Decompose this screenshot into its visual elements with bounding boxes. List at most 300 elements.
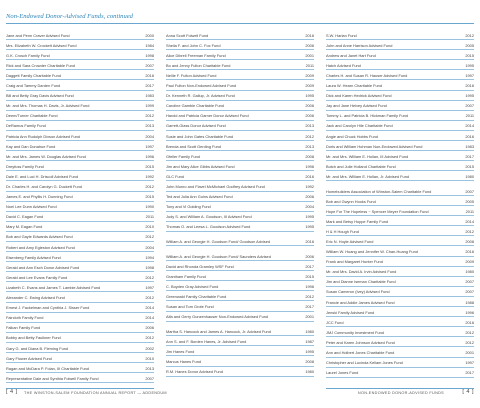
- fund-name: Mrs. Elizabeth W. Crockett Advised Fund: [6, 42, 77, 48]
- fund-year: 2004: [305, 204, 314, 210]
- fund-name: Mr. and Mrs. David A. Irvin Advised Fund: [326, 269, 397, 275]
- fund-name: Thomas O. and Leesa L. Goodson Advised Fund: [166, 224, 251, 230]
- fund-name: Ernest J. Fackelman and Cynthia J. Sisser Fund: [6, 305, 90, 311]
- fund-name: Caroline Gamble Charitable Fund: [166, 103, 224, 109]
- fund-row: [326, 287, 474, 297]
- fund-name: Brenda and Scott Gerding Fund: [166, 143, 221, 149]
- fund-name: G.K. Crosch Family Fund: [6, 52, 50, 58]
- fund-year: 2014: [465, 123, 474, 129]
- fund-year: 2009: [305, 83, 314, 89]
- fund-row: [6, 282, 154, 292]
- fund-name: Representative Dale and Synthia Folwell Family Fund: [6, 375, 99, 381]
- fund-year: 2012: [145, 274, 154, 280]
- fund-row: [326, 206, 474, 216]
- fund-name: Deem/Turner Charitable Fund: [6, 113, 58, 119]
- fund-row: [166, 246, 314, 261]
- fund-name: DeRamus Family Fund: [6, 123, 46, 129]
- fund-year: 2004: [145, 244, 154, 250]
- fund-name: Susie and John Gates Charitable Fund: [166, 133, 234, 139]
- fund-row: [326, 257, 474, 267]
- fund-row: [6, 101, 154, 111]
- fund-year: 2012: [465, 32, 474, 38]
- fund-name: Daggett Family Charitable Fund: [6, 72, 61, 78]
- fund-row: [6, 131, 154, 141]
- fund-name: Eric N. Hoyle Advised Fund: [326, 238, 374, 244]
- footer-section-title: NON-ENDOWED DONOR-ADVISED FUNDS: [357, 391, 444, 395]
- fund-name: John Munro and Flavel McMichael Godfrey Advised Fund: [166, 184, 265, 189]
- fund-name: Susan Cameron (Ivey) Advised Fund: [326, 289, 390, 295]
- fund-row: [166, 151, 314, 161]
- fund-name: Jack and Carolyn Hile Charitable Fund: [326, 123, 393, 129]
- fund-name: John and Anne Harrison Advised Fund: [326, 42, 393, 48]
- fund-row: [6, 303, 154, 313]
- fund-name: Jim Hanes Fund: [166, 348, 195, 354]
- fund-row: [6, 30, 154, 40]
- fund-year: 1995: [305, 93, 314, 99]
- fund-year: 2013: [145, 123, 154, 129]
- fund-year: 2006: [305, 113, 314, 119]
- fund-row: [166, 50, 314, 60]
- fund-row: [326, 161, 474, 171]
- fund-name: Tommy L. and Patricia B. Hickman Family Fund: [326, 113, 408, 119]
- heading-rule: [6, 23, 474, 24]
- fund-row: [166, 212, 314, 222]
- fund-row: [166, 30, 314, 40]
- fund-name: GLC Fund: [166, 173, 184, 179]
- fund-row: [6, 313, 154, 323]
- fund-year: 1995: [305, 224, 314, 230]
- fund-year: 1997: [145, 284, 154, 290]
- fund-name: Gerald and Ann Esch Donor Advised Fund: [6, 264, 80, 270]
- fund-name: Jenski Family Advised Fund: [326, 309, 375, 315]
- fund-name: Ann S. and F. Borden Hanes, Jr. Advised Fund: [166, 338, 247, 344]
- fund-row: [6, 292, 154, 302]
- fund-name: C. Boyden Gray Advised Fund: [166, 283, 219, 289]
- fund-name: Nellie F. Fulton Advised Fund: [166, 72, 217, 78]
- fund-name: Paul Fulton Non-Endowed Advised Fund: [166, 83, 237, 89]
- fund-year: 2012: [465, 339, 474, 345]
- fund-name: Grantham Family Fund: [166, 273, 206, 279]
- fund-year: 2017: [465, 370, 474, 376]
- fund-year: 1995: [465, 93, 474, 99]
- fund-year: 1997: [465, 72, 474, 78]
- fund-row: [6, 121, 154, 131]
- fund-name: Kay and Dan Donahue Fund: [6, 143, 56, 149]
- fund-row: [326, 317, 474, 327]
- fund-year: 2012: [305, 293, 314, 299]
- fund-name: Peter and Karen Johnson Advised Fund: [326, 339, 395, 345]
- fund-name: R.M. Hanes Donor Advised Fund: [166, 369, 223, 375]
- fund-year: 1990: [145, 204, 154, 210]
- fund-year: 1980: [305, 369, 314, 375]
- fund-row: [326, 226, 474, 236]
- fund-row: [6, 363, 154, 373]
- fund-year: 2008: [305, 153, 314, 159]
- fund-year: 2014: [465, 218, 474, 224]
- fund-name: Mr. and Mrs. Thomas H. Davis, Jr. Advised Fund: [6, 103, 90, 109]
- fund-row: [326, 171, 474, 181]
- fund-year: 2007: [145, 62, 154, 68]
- fund-row: [6, 202, 154, 212]
- fund-row: [166, 161, 314, 171]
- fund-year: 2016: [305, 173, 314, 179]
- fund-name: Ragan and McDara P. Folan, III Charitable Fund: [6, 365, 89, 371]
- fund-name: Bob and Gayle Edwards Advised Fund: [6, 234, 73, 240]
- fund-year: 1980: [305, 328, 314, 334]
- fund-name: Sheila F. and John C. Fox Fund: [166, 42, 221, 48]
- fund-row: [6, 91, 154, 101]
- fund-name: Jim and Dianne Iseman Charitable Fund: [326, 279, 396, 285]
- footer-page-number-right: [ 4 ]: [462, 389, 474, 395]
- fund-column-2: [166, 30, 314, 377]
- fund-year: 2015: [465, 163, 474, 169]
- fund-row: [326, 50, 474, 60]
- fund-row: [166, 131, 314, 141]
- fund-name: Mark and Betsy Hoppe Family Fund: [326, 218, 389, 224]
- fund-row: [6, 50, 154, 60]
- fund-name: S.W. Harlan Fund: [326, 32, 357, 38]
- fund-name: Bobby and Betty Faulkner Fund: [6, 335, 61, 341]
- fund-year: 2006: [145, 325, 154, 331]
- fund-row: [326, 70, 474, 80]
- fund-name: Laura W. Hearn Charitable Fund: [326, 83, 383, 89]
- fund-year: 2011: [465, 208, 474, 214]
- fund-row: [6, 232, 154, 242]
- fund-year: 2013: [305, 143, 314, 149]
- fund-column-3: [326, 30, 474, 378]
- fund-name: Mr. and Mrs. William E. Hollan, III Advised Fund: [326, 153, 409, 159]
- fund-row: [326, 151, 474, 161]
- fund-year: 2011: [145, 214, 154, 220]
- fund-row: [166, 291, 314, 301]
- fund-row: [166, 202, 314, 212]
- fund-row: [326, 216, 474, 226]
- fund-row: [166, 111, 314, 121]
- fund-year: 2016: [465, 83, 474, 89]
- fund-year: 2001: [305, 52, 314, 58]
- fund-row: [6, 80, 154, 90]
- fund-name: Robert and Amy Egleston Advised Fund: [6, 244, 75, 250]
- fund-row: [326, 80, 474, 90]
- fund-row: [326, 121, 474, 131]
- fund-year: 2004: [145, 133, 154, 139]
- fund-row: [326, 307, 474, 317]
- fund-year: 2015: [465, 52, 474, 58]
- fund-year: 2015: [305, 273, 314, 279]
- fund-row: [6, 161, 154, 171]
- fund-row: [6, 141, 154, 151]
- fund-year: 2015: [145, 194, 154, 200]
- fund-name: Alfa and Gerry Gunzenhauser Non-Endowed Advised Fund: [166, 314, 269, 320]
- fund-year: 2017: [145, 83, 154, 89]
- fund-year: 2012: [465, 329, 474, 335]
- fund-year: 2007: [465, 279, 474, 285]
- section-heading: Non-Endowed Donor-Advised Funds, continued: [6, 13, 133, 20]
- fund-name: JMJ Community Investment Fund: [326, 329, 384, 335]
- fund-row: [166, 336, 314, 346]
- fund-year: 1994: [145, 254, 154, 260]
- fund-row: [6, 181, 154, 191]
- fund-row: [6, 353, 154, 363]
- fund-name: Noel Lee Dunn Advised Fund: [6, 204, 57, 210]
- fund-name: Greenwald Family Charitable Fund: [166, 293, 227, 299]
- fund-row: [6, 171, 154, 181]
- footer-page-number-left: [ 4 ]: [6, 389, 18, 395]
- fund-row: [166, 181, 314, 191]
- fund-year: 2014: [145, 305, 154, 311]
- fund-row: [6, 373, 154, 383]
- fund-name: H & H Hough Fund: [326, 228, 359, 234]
- fund-year: 2008: [305, 359, 314, 364]
- fund-row: [166, 40, 314, 50]
- fund-column-1: [6, 30, 154, 383]
- fund-name: Laurel Jones Fund: [326, 370, 359, 376]
- fund-name: Lizabeth C. Evans and James T. Lambie Advised Fund: [6, 284, 101, 290]
- fund-row: [166, 60, 314, 70]
- fund-year: 2016: [305, 32, 314, 38]
- fund-row: [326, 236, 474, 246]
- fund-year: 2012: [145, 234, 154, 240]
- fund-name: Gary G. and Diana B. Fleming Fund: [6, 345, 69, 351]
- fund-name: Charles H. and Susan R. Hauser Advised Fund: [326, 72, 408, 78]
- fund-name: William A. and Georgie H. Goodson Fund/ Goodson Advised: [166, 238, 271, 244]
- fund-row: [326, 101, 474, 111]
- fund-year: 2006: [305, 194, 314, 200]
- fund-name: Christopher and Lucinda Kellam Jones Fund: [326, 360, 403, 366]
- fund-row: [326, 267, 474, 277]
- fund-year: 1996: [465, 309, 474, 315]
- fund-row: [6, 272, 154, 282]
- fund-year: 2016: [145, 72, 154, 78]
- fund-name: Dr. Kenneth R. Gallup, Jr. Advised Fund: [166, 93, 235, 99]
- fund-name: Faircloth Family Fund: [6, 315, 44, 321]
- fund-year: 2006: [305, 253, 314, 259]
- fund-name: Butch and Julie Holland Charitable Fund: [326, 163, 396, 169]
- fund-year: 2005: [465, 42, 474, 48]
- fund-row: [166, 312, 314, 322]
- fund-name: Dr. Charles H. and Carolyn G. Duckett Fund: [6, 184, 82, 189]
- fund-row: [326, 40, 474, 50]
- fund-year: 2005: [465, 198, 474, 204]
- fund-year: 1995: [305, 348, 314, 354]
- fund-name: Dale E. and Luci H. Driscoll Advised Fund: [6, 173, 79, 179]
- fund-year: 2006: [305, 103, 314, 109]
- fund-row: [166, 356, 314, 366]
- fund-year: 2013: [305, 123, 314, 129]
- fund-year: 1983: [145, 93, 154, 99]
- fund-name: Andrew and Janet Hart Fund: [326, 52, 376, 58]
- fund-year: 2016: [465, 133, 474, 139]
- fund-year: 1983: [465, 143, 474, 149]
- fund-name: Hatch Advised Fund: [326, 62, 361, 68]
- fund-year: 2002: [145, 345, 154, 351]
- fund-row: [326, 358, 474, 368]
- fund-name: Harold and Patricia Garner Donor Advised Fund: [166, 113, 249, 119]
- fund-name: JCC Fund: [326, 319, 344, 325]
- fund-row: [6, 252, 154, 262]
- fund-year: 2009: [305, 72, 314, 78]
- footer-rule-left: [6, 388, 154, 389]
- fund-name: David and Rhonda Gramley WSF Fund: [166, 263, 234, 269]
- fund-name: Dick and Karen Hedrick Advised Fund: [326, 93, 392, 99]
- fund-year: 2008: [465, 238, 474, 244]
- fund-year: 2010: [145, 224, 154, 230]
- fund-name: Gary Flower Advised Fund: [6, 355, 52, 361]
- fund-row: [6, 60, 154, 70]
- fund-row: [326, 347, 474, 357]
- fund-year: 1987: [305, 338, 314, 344]
- fund-row: [6, 222, 154, 232]
- fund-year: 1995: [465, 62, 474, 68]
- fund-year: 2017: [465, 153, 474, 159]
- fund-year: 1995: [305, 214, 314, 220]
- fund-name: James E. and Phyllis H. Dunning Fund: [6, 194, 73, 200]
- fund-name: Susan and Tom Grote Fund: [166, 304, 214, 310]
- fund-year: 2017: [305, 304, 314, 310]
- fund-year: 1997: [145, 143, 154, 149]
- fund-row: [326, 181, 474, 196]
- fund-name: Bo and Jenny Fulton Charitable Fund: [166, 62, 231, 68]
- fund-year: 2016: [465, 249, 474, 255]
- fund-row: [326, 368, 474, 378]
- fund-year: 1984: [145, 42, 154, 48]
- fund-year: 2012: [145, 335, 154, 341]
- fund-name: Doris and William Hohman Non-Endowed Advised Fund: [326, 143, 423, 149]
- fund-row: [6, 333, 154, 343]
- fund-year: 1996: [305, 283, 314, 289]
- fund-row: [166, 271, 314, 281]
- footer-report-title: THE WINSTON-SALEM FOUNDATION ANNUAL REPORT — ADDENDUM: [24, 391, 167, 395]
- fund-name: Frank and Margaret Hunter Fund: [326, 259, 383, 265]
- fund-row: [166, 281, 314, 291]
- fund-name: Dreyfuss Family Fund: [6, 163, 44, 169]
- fund-year: 2007: [145, 375, 154, 381]
- fund-name: Alice Dibrell Freeman Family Fund: [166, 52, 226, 58]
- fund-name: Ted and Julia Ann Goins Advised Fund: [166, 194, 233, 200]
- fund-row: [326, 297, 474, 307]
- fund-year: 2006: [305, 42, 314, 48]
- fund-row: [6, 151, 154, 161]
- fund-row: [326, 337, 474, 347]
- fund-row: [166, 121, 314, 131]
- fund-year: 2007: [465, 289, 474, 295]
- fund-name: Rick and Sara Crowder Charitable Fund: [6, 62, 75, 68]
- fund-name: Angie and Chuck Hobbs Fund: [326, 133, 378, 139]
- fund-row: [6, 40, 154, 50]
- fund-year: 2007: [465, 103, 474, 109]
- fund-year: 2011: [305, 62, 314, 68]
- fund-name: Francie and Addie James Advised Fund: [326, 299, 395, 305]
- fund-name: Falkan Family Fund: [6, 325, 41, 331]
- fund-row: [6, 212, 154, 222]
- fund-year: 2017: [305, 263, 314, 269]
- fund-name: Tony and Vi Golding Fund: [166, 204, 211, 210]
- fund-name: Mr. and Mrs. William E. Hollan, Jr. Advised Fund: [326, 173, 410, 179]
- fund-year: 1980: [465, 269, 474, 275]
- fund-name: Gerald and Lee Evans Family Fund: [6, 274, 68, 280]
- fund-row: [166, 80, 314, 90]
- fund-name: Jim and Mary Alice Gibbs Advised Fund: [166, 163, 235, 169]
- fund-name: David C. Eagan Fund: [6, 214, 44, 220]
- fund-row: [166, 171, 314, 181]
- fund-year: 2012: [465, 228, 474, 234]
- fund-year: 1996: [305, 163, 314, 169]
- fund-year: 2010: [145, 355, 154, 361]
- fund-row: [6, 323, 154, 333]
- fund-year: 2012: [145, 184, 154, 189]
- fund-row: [326, 277, 474, 287]
- fund-name: Alexander C. Ewing Advised Fund: [6, 295, 65, 301]
- fund-row: [6, 262, 154, 272]
- fund-row: [166, 192, 314, 202]
- fund-row: [166, 91, 314, 101]
- fund-row: [326, 141, 474, 151]
- fund-name: Judy S. and William A. Goodson, III Advised Fund: [166, 214, 252, 220]
- fund-row: [6, 242, 154, 252]
- fund-year: 2012: [305, 133, 314, 139]
- fund-name: William W. Huang and Jennifer W. Chan-Huang Fund: [326, 249, 418, 255]
- fund-row: [326, 60, 474, 70]
- fund-row: [326, 196, 474, 206]
- fund-row: [326, 131, 474, 141]
- fund-row: [326, 246, 474, 256]
- fund-year: 2009: [465, 259, 474, 265]
- fund-name: Martha S. Hancock and James A. Hancock, Jr. Advised Fund: [166, 328, 271, 334]
- fund-row: [166, 367, 314, 377]
- fund-name: Bill and Betty Gray Davis Advised Fund: [6, 93, 74, 99]
- fund-name: Hope For The Hopeless ~ Spencer Meyer Foundation Fund: [326, 208, 429, 214]
- fund-row: [326, 111, 474, 121]
- fund-year: 1998: [145, 52, 154, 58]
- fund-year: 2001: [465, 350, 474, 355]
- fund-year: 2014: [145, 315, 154, 321]
- fund-row: [166, 301, 314, 311]
- fund-row: [326, 30, 474, 40]
- fund-year: 2012: [145, 113, 154, 119]
- fund-year: 2000: [145, 32, 154, 38]
- fund-row: [166, 101, 314, 111]
- fund-year: 1992: [145, 173, 154, 179]
- fund-year: 2001: [305, 314, 314, 320]
- fund-year: 1998: [145, 264, 154, 270]
- fund-row: [166, 70, 314, 80]
- fund-year: 2011: [465, 113, 474, 119]
- fund-year: 2016: [465, 319, 474, 325]
- fund-name: Jane and Penn Craver Advised Fund: [6, 32, 70, 38]
- fund-name: Ann and Holbert Jones Charitable Fund: [326, 350, 395, 355]
- fund-name: Bob and Gwynn Hooks Fund: [326, 198, 376, 204]
- fund-name: Patricia Ann Rudolph Dixson Advised Fund: [6, 133, 80, 139]
- fund-name: Marcus Hanes Fund: [166, 359, 202, 364]
- fund-name: Mary M. Eagan Fund: [6, 224, 43, 230]
- fund-row: [326, 91, 474, 101]
- fund-row: [166, 346, 314, 356]
- fund-name: Gfeller Family Fund: [166, 153, 200, 159]
- fund-row: [6, 343, 154, 353]
- fund-name: Jay and Jane Helvey Advised Fund: [326, 103, 387, 109]
- fund-row: [166, 141, 314, 151]
- fund-year: 1997: [465, 360, 474, 366]
- fund-row: [166, 322, 314, 337]
- fund-name: Eisenberg Family Advised Fund: [6, 254, 61, 260]
- fund-name: Homebuilders Association of Winston-Salem Charitable Fund: [326, 188, 432, 194]
- fund-year: 1999: [145, 103, 154, 109]
- fund-year: 2013: [145, 365, 154, 371]
- fund-name: Mr. and Mrs. James W. Douglas Advised Fund: [6, 153, 86, 159]
- fund-row: [6, 192, 154, 202]
- footer-rule-right: [326, 388, 474, 389]
- fund-row: [166, 222, 314, 232]
